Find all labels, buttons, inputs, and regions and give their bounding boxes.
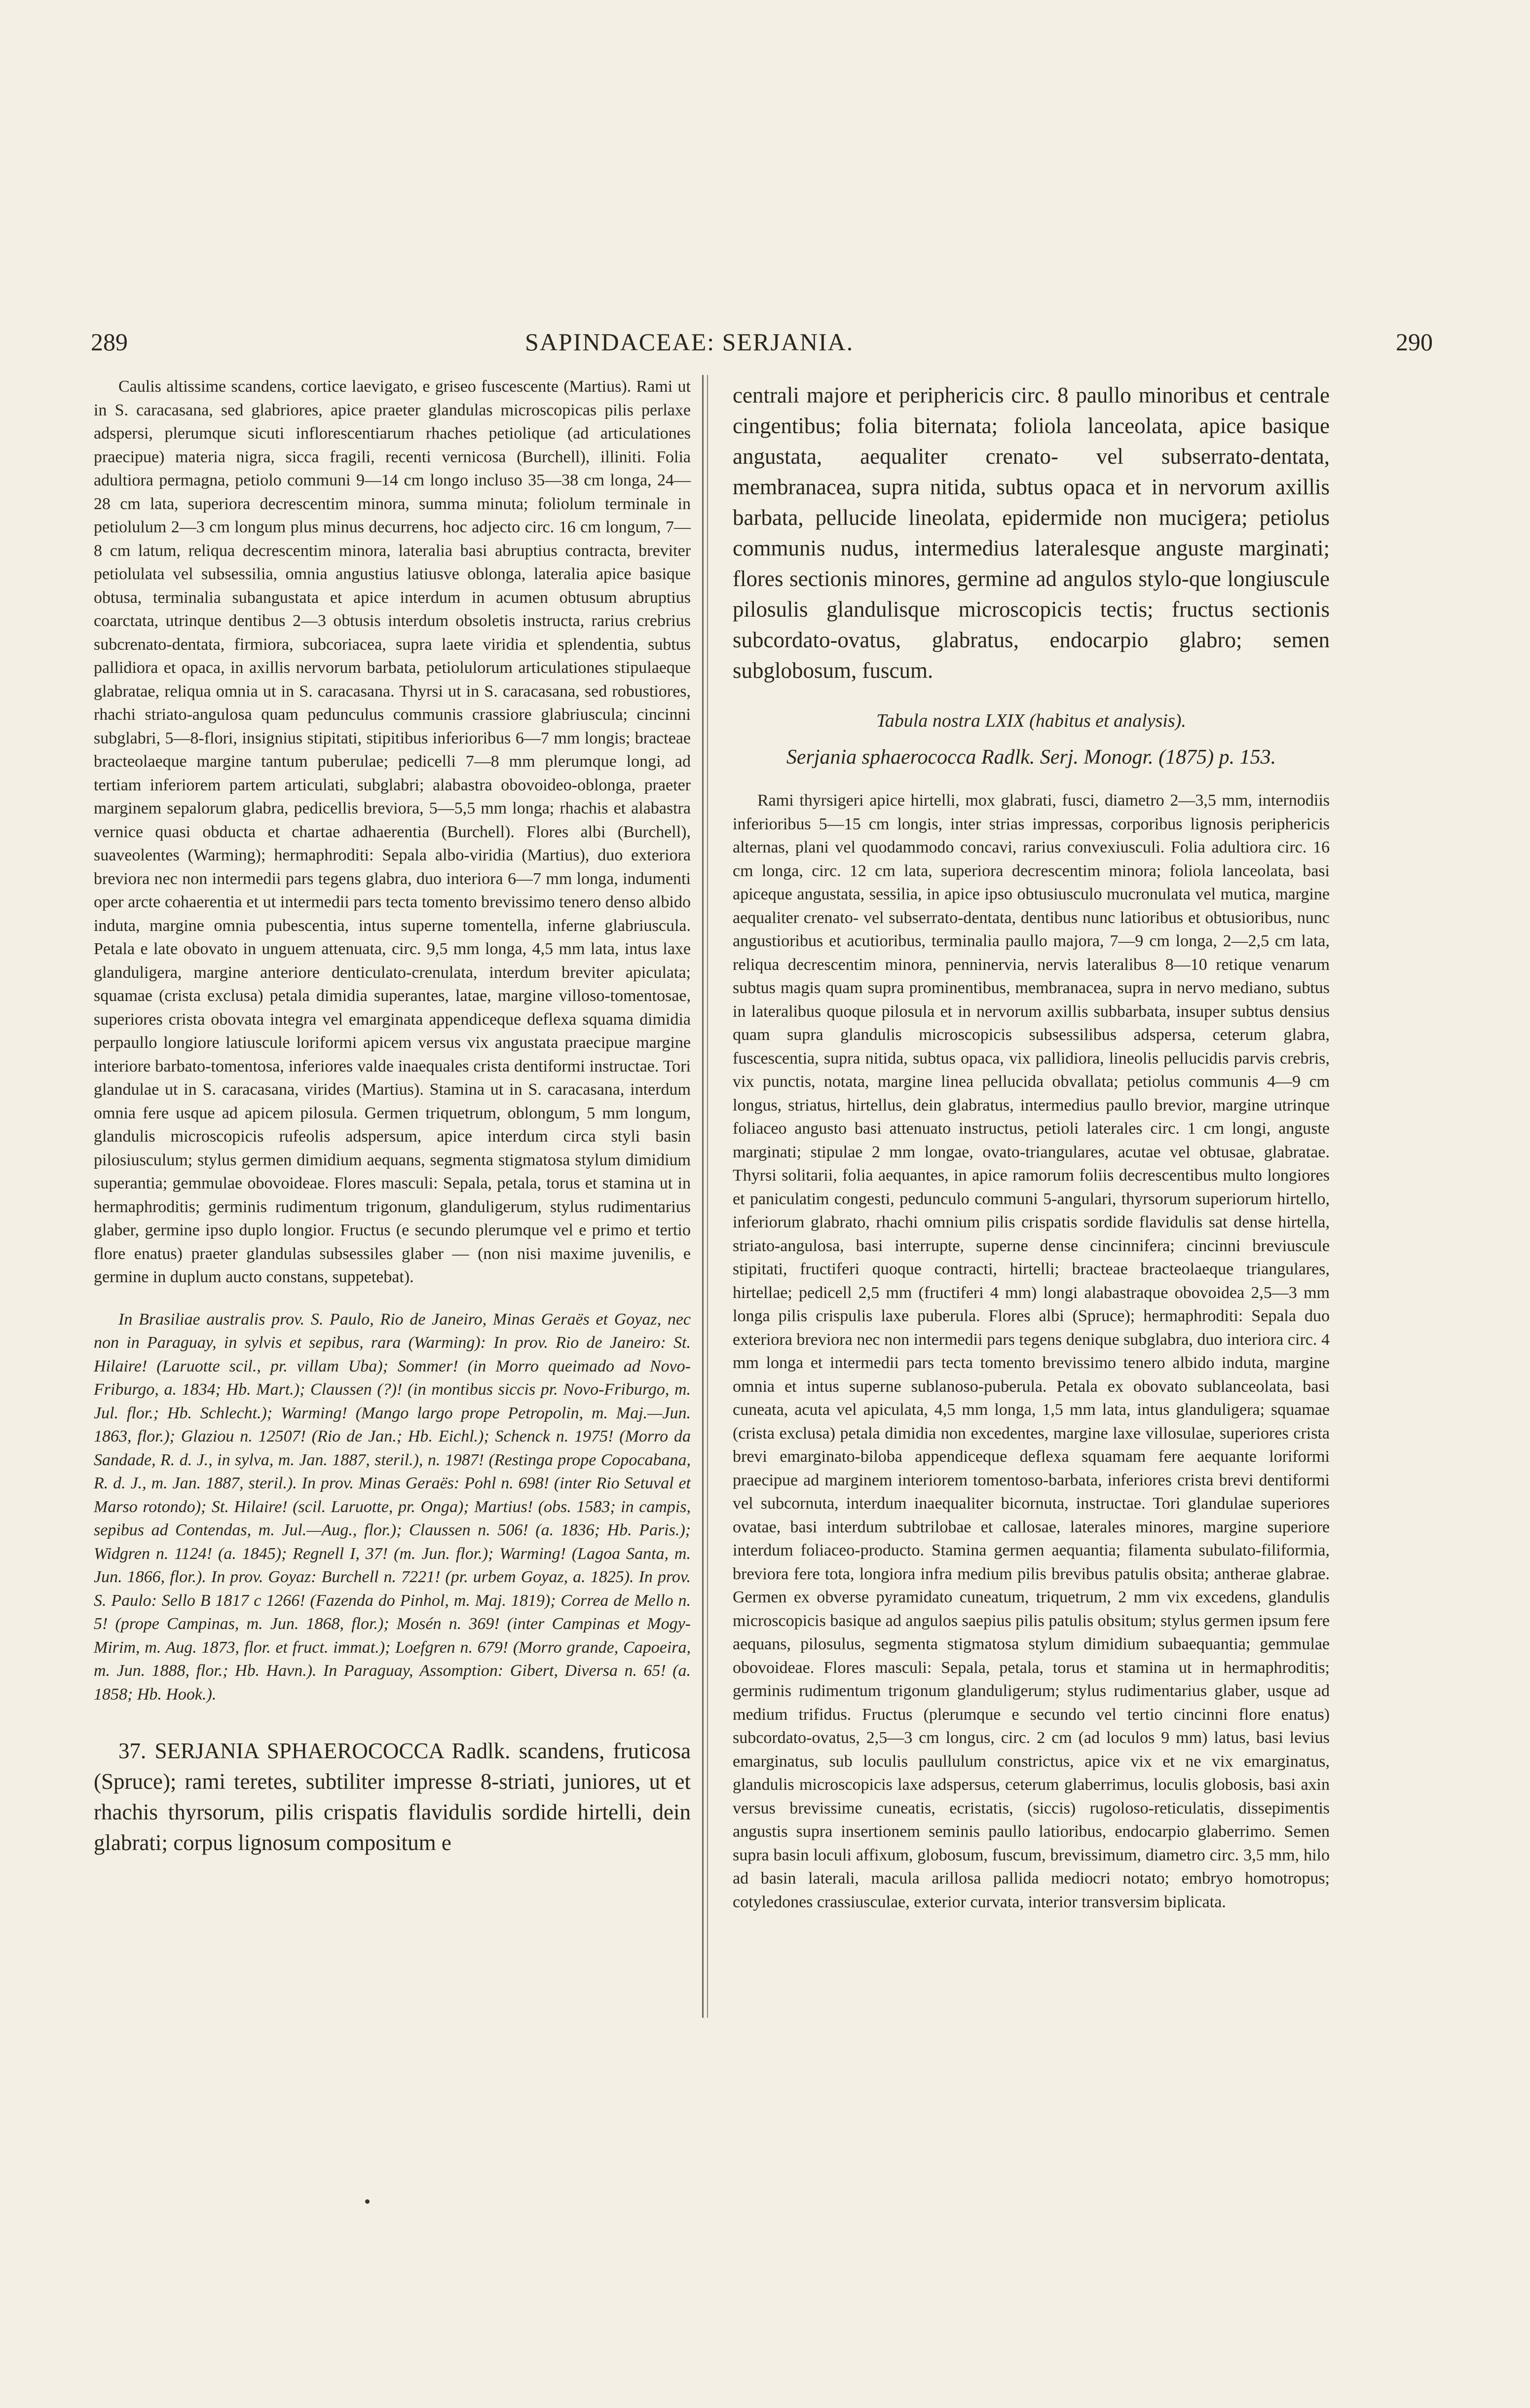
species-heading-37: 37. SERJANIA SPHAEROCOCCA Radlk. scandens, fruticosa (Spruce); rami teretes, subtiliter impresse 8-striati, juniores, ut et rhachis thyrsorum, pilis crispatis flavidulis sordide hirtelli, dein glabrati; corpus lignosum compositum e bbox=[94, 1739, 691, 1855]
localities-paragraph: In Brasiliae australis prov. S. Paulo, Rio de Janeiro, Minas Geraës et Goyaz, nec non in Paraguay, in sylvis et sepibus, rara (Warming): In prov. Rio de Janeiro: St. Hilaire! (Laruotte scil., pr. villam Uba); Sommer! (in Morro queimado ad Novo-Friburgo, a. 1834; Hb. Mart.); Claussen (?)! (in montibus siccis pr. Novo-Friburgo, m. Jul. flor.; Hb. Schlecht.); Warming! (Mango largo prope Petropolin, m. Maj.—Jun. 1863, flor.); Glaziou n. 12507! (Rio de Jan.; Hb. Eichl.); Schenck n. 1975! (Morro da Sandade, R. d. J., in sylva, m. Jan. 1887, steril.), n. 1987! (Restinga prope Copocabana, R. d. J., m. Jan. 1887, steril.). In prov. Minas Geraës: Pohl n. 698! (inter Rio Setuval et Marso rotondo); St. Hilaire! (scil. Laruotte, pr. Onga); Martius! (obs. 1583; in campis, sepibus ad Contendas, m. Jul.—Aug., flor.); Claussen n. 506! (a. 1836; Hb. Paris.); Widgren n. 1124! (a. 1845); Regnell I, 37! (m. Jun. flor.); Warming! (Lagoa Santa, m. Jun. 1866, flor.). In prov. Goyaz: Burchell n. 7221! (pr. urbem Goyaz, a. 1825). In prov. S. Paulo: Sello B 1817 c 1266! (Fazenda do Pinhol, m. Maj. 1819); Correa de Mello n. 5! (prope Campinas, m. Jun. 1868, flor.); Mosén n. 369! (inter Campinas et Mogy-Mirim, m. Aug. 1873, flor. et fruct. immat.); Loefgren n. 679! (Morro grande, Capoeira, m. Jun. 1888, flor.; Hb. Havn.). In Paraguay, Assomption: Gibert, Diversa n. 65! (a. 1858; Hb. Hook.). bbox=[94, 1310, 691, 1704]
species-diagnosis-continued: centrali majore et periphericis circ. 8 paullo minoribus et centrale cingentibus; folia biternata; foliola lanceolata, apice basique angustata, aequaliter crenato- vel subserrato-dentata, membranacea, supra nitida, subtus opaca et in nervorum axillis barbata, pellucide lineolata, epidermide non mucigera; petiolus communis nudus, intermedius lateralesque anguste marginati; flores sectionis minores, germine ad angulos stylo-que longiuscule pilosulis glandulisque microscopicis tectis; fructus sectionis subcordato-ovatus, glabratus, endocarpio glabro; semen subglobosum, fuscum. bbox=[733, 383, 1330, 683]
species-description: Rami thyrsigeri apice hirtelli, mox glabrati, fusci, diametro 2—3,5 mm, internodiis inferioribus 5—15 cm longis, inter strias impressas, corporibus lignosis periphericis alternas, plani vel quodammodo concavi, rarius convexiusculi. Folia adultiora circ. 16 cm longa, circ. 12 cm lata, superiora decrescentim minora; foliola lanceolata, basi apiceque angustata, sessilia, in apice ipso obtusiusculo mucronulata vel mutica, margine aequaliter crenato- vel subserrato-dentata, dentibus nunc latioribus et obtusioribus, nunc angustioribus et acutioribus, terminalia paullo majora, 7—9 cm longa, 2—2,5 cm lata, reliqua decrescentim minora, penninervia, nervis lateralibus 8—10 retique venarum subtus magis quam supra prominentibus, membranacea, supra in nervo mediano, subtus in lateralibus quoque pilosula et in nervorum axillis subbarbata, insuper subtus densius quam supra glandulis microscopicis subsessilibus adspersa, ceterum glabra, fuscescentia, supra nitida, subtus opaca, vix pallidiora, lineolis pellucidis parvis crebris, vix punctis, notata, margine linea pellucida obvallata; petiolus communis 4—9 cm longus, striatus, hirtellus, dein glabratus, intermedius paullo brevior, margine utrinque foliaceo angusto basi attenuato instructus, petioli laterales circ. 1 cm longi, anguste marginati; stipulae 2 mm longae, ovato-triangulares, acutae vel obtusae, glabratae. Thyrsi solitarii, folia aequantes, in apice ramorum foliis decrescentibus multo longiores et paniculatim congesti, pedunculo communi 5-angulari, thyrsorum superiorum hirtello, inferiorum glabrato, rhachi omnium pilis crispatis sordide flavidulis sat dense hirtella, striato-angulosa, basi interrupte, superne dense cincinnifera; cincinni breviuscule stipitati, fructiferi quoque contracti, hirtelli; bracteae bracteolaeque triangulares, hirtellae; pedicell 2,5 mm (fructiferi 4 mm) longi alabastraque obovoidea 2,5—3 mm longa pilis crispulis laxe puberula. Flores albi (Spruce); hermaphroditi: Sepala duo exteriora breviora nec non intermedii pars tegens denique subglabra, duo interiora circ. 4 mm longa et intermedii pars tecta tomento brevissimo tenero albido induta, margine omnia et intus superne sublanoso-puberula. Petala ex obovato sublanceolata, basi cuneata, acuta vel apiculata, 4,5 mm longa, 1,5 mm lata, intus glanduligera; squamae (crista exclusa) petala dimidia non excedentes, margine laxe villosulae, superiores crista brevi emarginato-biloba appendiceque deflexa squamam fere aequante loriformi praecipue ad marginem interiorem tomentoso-barbata, inferiores crista brevi dentiformi vel subcornuta, interdum inaequaliter bicornuta, instructae. Tori glandulae superiores ovatae, basi interdum subtrilobae et callosae, laterales minores, margine superiore interdum foliaceo-producto. Stamina germen aequantia; filamenta subulato-filiformia, breviora fere tota, longiora infra medium pilis brevibus patulis obsita; antherae glabrae. Germen ex obverse pyramidato cuneatum, triquetrum, 2 mm vix excedens, glandulis microscopicis basique ad angulos saepius pilis patulis obsitum; stylus germen ipsum fere aequans, pilosulus, segmenta stigmatosa stylum dimidium subaequantia; gemmulae obovoideae. Flores masculi: Sepala, petala, torus et stamina ut in hermaphroditis; germinis rudimentum trigonum glanduligerum; stylus rudimentarius glaber, usque ad medium trifidus. Fructus (plerumque e secundo vel tertio cincinni flore enatus) subcordato-ovatus, 2,5—3 cm longus, circ. 2 cm (ad loculos 9 mm) latus, basi levius emarginatus, sub loculis paullulum constrictus, apice vix et ne vix emarginatus, glandulis microscopicis laxe adspersus, ceterum glaberrimus, loculis globosis, basi axin versus brevissime cuneatis, ecristatis, (siccis) rugoloso-reticulatis, dissepimentis angustis supra insertionem seminis paullo latioribus, endocarpio glaberrimo. Semen supra basin loculi affixum, globosum, fuscum, brevissimum, diametro circ. 3,5 mm, hilo ad basin laterali, macula arillosa pallida mediocri notato; embryo homotropus; cotyledones crassiusculae, exterior curvata, interior transversim biplicata. bbox=[733, 791, 1330, 1911]
plate-reference: Tabula nostra LXIX (habitus et analysis). bbox=[876, 710, 1186, 731]
literature-citation: Serjania sphaerococca Radlk. Serj. Monogr. (1875) p. 153. bbox=[786, 745, 1276, 769]
print-speck bbox=[365, 2199, 370, 2204]
page-header bbox=[91, 325, 1433, 359]
left-column bbox=[94, 375, 691, 1858]
species-description-continued: Caulis altissime scandens, cortice laevigato, e griseo fuscescente (Martius). Rami ut in S. caracasana, sed glabriores, apice praeter glandulas microscopicas pilis perlaxe adspersi, plerumque sicuti inflorescentiarum rhaches petiolique (ad articulationes praecipue) materia nigra, sicca fragili, recenti vernicosa (Burchell), illiniti. Folia adultiora permagna, petiolo communi 9—14 cm longo incluso 35—38 cm longa, 24—28 cm lata, superiora decrescentim minora, summa minuta; foliolum terminale in petiolulum 2—3 cm longum plus minus decurrens, hoc adjecto circ. 16 cm longum, 7—8 cm latum, reliqua decrescentim minora, lateralia basi abruptius contracta, breviter petiolulata vel subsessilia, omnia angustius latiusve oblonga, lateralia apice basique obtusa, terminalia subangustata et apice interdum in acumen obtusum abruptius coarctata, utrinque dentibus 2—3 obtusis interdum obsoletis instructa, rarius crebrius subcrenato-dentata, firmiora, subcoriacea, supra laete viridia et splendentia, subtus pallidiora et opaca, in axillis nervorum barbata, petiolulorum articulationes stipulaeque glabratae, reliqua omnia ut in S. caracasana. Thyrsi ut in S. caracasana, sed robustiores, rhachi striato-angulosa quam pedunculus communis crassiore glabriuscula; cincinni subglabri, 5—8-flori, insignius stipitati, stipitibus inferioribus 6—7 mm longis; bracteae bracteolaeque margine tantum puberulae; pedicelli 7—8 mm plerumque longi, ad tertiam inferiorem partem articulati, subglabri; alabastra obovoideo-oblonga, praeter marginem sepalorum glabra, pedicellis breviora, 5—5,5 mm longa; rhachis et alabastra vernice quasi obducta et chartae adhaerentia (Burchell). Flores albi (Burchell), suaveolentes (Warming); hermaphroditi: Sepala albo-viridia (Martius), duo exteriora breviora nec non intermedii pars tegens glabra, duo interiora 6—7 mm longa, indumenti oper arcte cohaerentia et ut intermedii pars tecta tomento brevissimo tenero denso albido induta, margine omnia pubescentia, intus superne tomentella, inferne glabriuscula. Petala e late obovato in unguem attenuata, circ. 9,5 mm longa, 4,5 mm lata, intus laxe glanduligera, margine anteriore denticulato-crenulata, interdum breviter apiculata; squamae (crista exclusa) petala dimidia superantes, latae, margine villoso-tomentosae, superiores crista obovata integra vel emarginata appendiceque deflexa squama dimidia perpaullo longiore latiuscule loriformi apicem versus vix angustata praecipue margine interiore barbato-tomentosa, inferiores valde inaequales crista dentiformi instructae. Tori glandulae ut in S. caracasana, virides (Martius). Stamina ut in S. caracasana, interdum omnia fere usque ad apicem pilosula. Germen triquetrum, oblongum, 5 mm longum, glandulis microscopicis rufeolis adspersum, apice interdum circa styli basin pilosiusculum; stylus germen dimidium aequans, segmenta stigmatosa stylum dimidium superantia; gemmulae obovoideae. Flores masculi: Sepala, petala, torus et stamina ut in hermaphroditis; germinis rudimentum trigonum, glanduligerum, stylus rudimentarius glaber, germine ipso duplo longior. Fructus (e secundo plerumque vel e primo et tertio flore enatus) praeter glandulas subsessiles glaber — (non nisi maxime juvenilis, e germine in duplum aucto constans, suppetebat). bbox=[94, 377, 691, 1286]
page-number-right: 290 bbox=[1396, 328, 1433, 356]
page-number-left: 289 bbox=[91, 328, 128, 356]
right-column bbox=[733, 380, 1330, 1914]
running-title: SAPINDACEAE: SERJANIA. bbox=[525, 328, 854, 356]
column-divider bbox=[702, 375, 704, 2018]
